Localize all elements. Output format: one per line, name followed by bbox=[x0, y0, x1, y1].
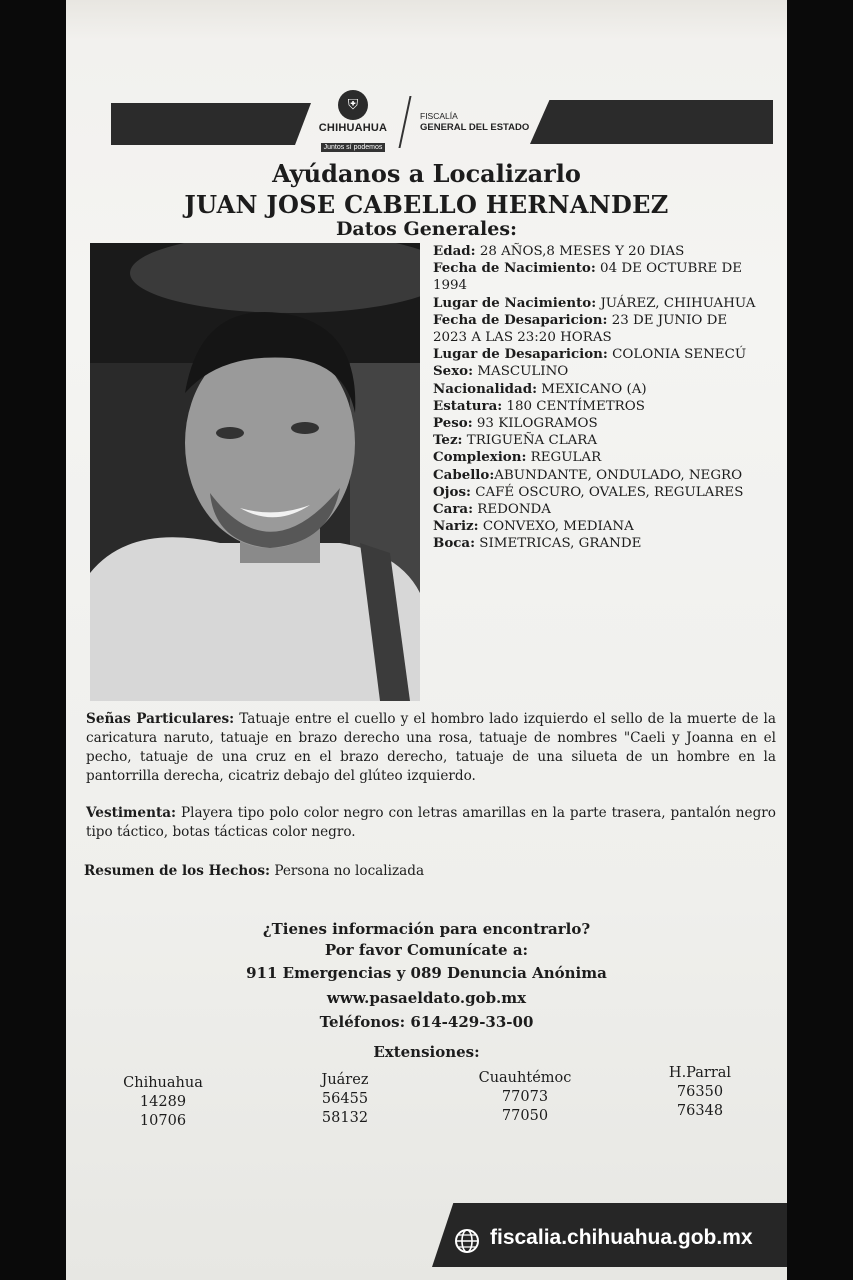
detail-row bbox=[433, 484, 763, 501]
detail-value: 04 DE OCTUBRE DE 1994 bbox=[433, 261, 743, 294]
detail-label: Fecha de Desaparicion: bbox=[433, 311, 608, 328]
detail-value: SIMETRICAS, GRANDE bbox=[475, 536, 642, 552]
detail-value: REDONDA bbox=[473, 502, 551, 518]
extension-city: Chihuahua bbox=[123, 1075, 203, 1091]
detail-value: REGULAR bbox=[526, 450, 602, 466]
extension-number: 14289 bbox=[139, 1094, 187, 1110]
detail-label: Peso: bbox=[433, 415, 473, 432]
detail-row bbox=[433, 381, 763, 398]
detail-row bbox=[433, 295, 763, 312]
detail-label: Lugar de Nacimiento: bbox=[433, 294, 597, 311]
distinguishing-marks bbox=[86, 710, 776, 786]
general-data-list bbox=[433, 243, 763, 553]
detail-value: TRIGUEÑA CLARA bbox=[462, 433, 598, 449]
detail-value: MEXICANO (A) bbox=[537, 381, 647, 397]
coat-of-arms-icon: ⛨ bbox=[338, 90, 368, 120]
extension-chihuahua bbox=[108, 1074, 218, 1131]
extension-hparral bbox=[650, 1064, 750, 1121]
person-name: JUAN JOSE CABELLO HERNANDEZ bbox=[184, 190, 669, 219]
agency-line1: FISCALÍA bbox=[420, 111, 458, 121]
summary-text: Persona no localizada bbox=[270, 863, 425, 879]
extension-number: 58132 bbox=[321, 1110, 369, 1126]
header-bar-left bbox=[111, 103, 311, 145]
globe-icon bbox=[454, 1228, 480, 1254]
detail-label: Edad: bbox=[433, 243, 476, 259]
detail-value: MASCULINO bbox=[473, 364, 569, 380]
extension-cuauhtemoc bbox=[465, 1069, 585, 1126]
extension-number: 77050 bbox=[501, 1108, 549, 1124]
detail-row bbox=[433, 518, 763, 535]
detail-row bbox=[433, 467, 763, 484]
extension-number: 76348 bbox=[676, 1103, 724, 1119]
detail-label: Cara: bbox=[433, 501, 474, 518]
poster-title: Ayúdanos a Localizarlo bbox=[272, 159, 581, 188]
detail-row bbox=[433, 243, 763, 260]
detail-row bbox=[433, 535, 763, 552]
detail-label: Cabello: bbox=[433, 466, 495, 483]
extension-city: H.Parral bbox=[668, 1065, 732, 1081]
portrait-illustration bbox=[90, 243, 420, 701]
detail-value: CAFÉ OSCURO, OVALES, REGULARES bbox=[470, 484, 744, 500]
extension-city: Juárez bbox=[321, 1072, 369, 1088]
detail-value: 180 CENTÍMETROS bbox=[502, 398, 645, 414]
detail-row bbox=[433, 432, 763, 449]
detail-row bbox=[433, 449, 763, 466]
detail-row bbox=[433, 260, 763, 294]
detail-row bbox=[433, 363, 763, 380]
detail-label: Estatura: bbox=[433, 397, 503, 414]
contact-website[interactable]: www.pasaeldato.gob.mx bbox=[326, 989, 527, 1007]
detail-label: Boca: bbox=[433, 535, 476, 552]
detail-label: Sexo: bbox=[433, 363, 474, 380]
agency-line2: GENERAL DEL ESTADO bbox=[420, 122, 530, 133]
detail-row bbox=[433, 398, 763, 415]
extensions-title: Extensiones: bbox=[373, 1043, 480, 1061]
extension-juarez bbox=[290, 1071, 400, 1128]
detail-label: Lugar de Desaparicion: bbox=[433, 346, 608, 363]
chihuahua-logo bbox=[312, 90, 394, 160]
detail-row bbox=[433, 312, 763, 346]
header-bar-right bbox=[530, 100, 773, 144]
summary bbox=[84, 862, 774, 881]
extension-number: 77073 bbox=[501, 1089, 549, 1105]
detail-label: Complexion: bbox=[433, 449, 527, 466]
detail-value: JUÁREZ, CHIHUAHUA bbox=[596, 295, 756, 311]
detail-label: Nacionalidad: bbox=[433, 380, 538, 397]
detail-value: 28 AÑOS,8 MESES Y 20 DIAS bbox=[475, 244, 685, 259]
detail-row bbox=[433, 501, 763, 518]
footer-url[interactable]: fiscalia.chihuahua.gob.mx bbox=[490, 1226, 753, 1249]
detail-value: CONVEXO, MEDIANA bbox=[478, 519, 634, 535]
contact-emergency: 911 Emergencias y 089 Denuncia Anónima bbox=[246, 964, 607, 982]
person-photo bbox=[90, 243, 420, 701]
clothing bbox=[86, 804, 776, 842]
section-title: Datos Generales: bbox=[335, 218, 518, 240]
detail-value: ABUNDANTE, ONDULADO, NEGRO bbox=[494, 467, 743, 483]
detail-value: 23 DE JUNIO DE 2023 A LAS 23:20 HORAS bbox=[433, 312, 728, 346]
extension-number: 56455 bbox=[321, 1091, 369, 1107]
logo-name: CHIHUAHUA bbox=[318, 122, 388, 134]
extension-number: 10706 bbox=[139, 1113, 187, 1129]
contact-question: ¿Tienes información para encontrarlo? bbox=[262, 920, 591, 938]
extension-number: 76350 bbox=[676, 1084, 724, 1100]
detail-row bbox=[433, 346, 763, 363]
detail-value: 93 KILOGRAMOS bbox=[472, 416, 598, 432]
detail-label: Nariz: bbox=[433, 518, 479, 535]
summary-label: Resumen de los Hechos: bbox=[84, 863, 271, 879]
contact-please: Por favor Comunícate a: bbox=[324, 941, 529, 959]
detail-row bbox=[433, 415, 763, 432]
clothing-label: Vestimenta: bbox=[86, 805, 177, 821]
contact-phones: Teléfonos: 614-429-33-00 bbox=[319, 1013, 534, 1031]
detail-value: COLONIA SENECÚ bbox=[607, 347, 747, 363]
clothing-text: Playera tipo polo color negro con letras amarillas en la parte trasera, pantalón negro tipo táctico, botas tácticas color negro. bbox=[86, 805, 776, 840]
logo-slogan: Juntos sí podemos bbox=[321, 143, 386, 152]
detail-label: Tez: bbox=[433, 432, 463, 449]
detail-label: Fecha de Nacimiento: bbox=[433, 260, 596, 277]
distinguishing-marks-label: Señas Particulares: bbox=[86, 711, 235, 727]
extension-city: Cuauhtémoc bbox=[478, 1070, 572, 1086]
distinguishing-marks-text: Tatuaje entre el cuello y el hombro lado izquierdo el sello de la muerte de la caricatura naruto, tatuaje en brazo derecho una rosa, tatuaje de nombres "Caeli y Joanna en el pecho, tatuaje de una cruz en el brazo derecho, tatuaje de una silueta de un hombre en la pantorrilla derecha, cicatriz debajo del glúteo izquierdo. bbox=[86, 711, 776, 784]
agency-name bbox=[420, 110, 529, 134]
detail-label: Ojos: bbox=[433, 483, 471, 500]
